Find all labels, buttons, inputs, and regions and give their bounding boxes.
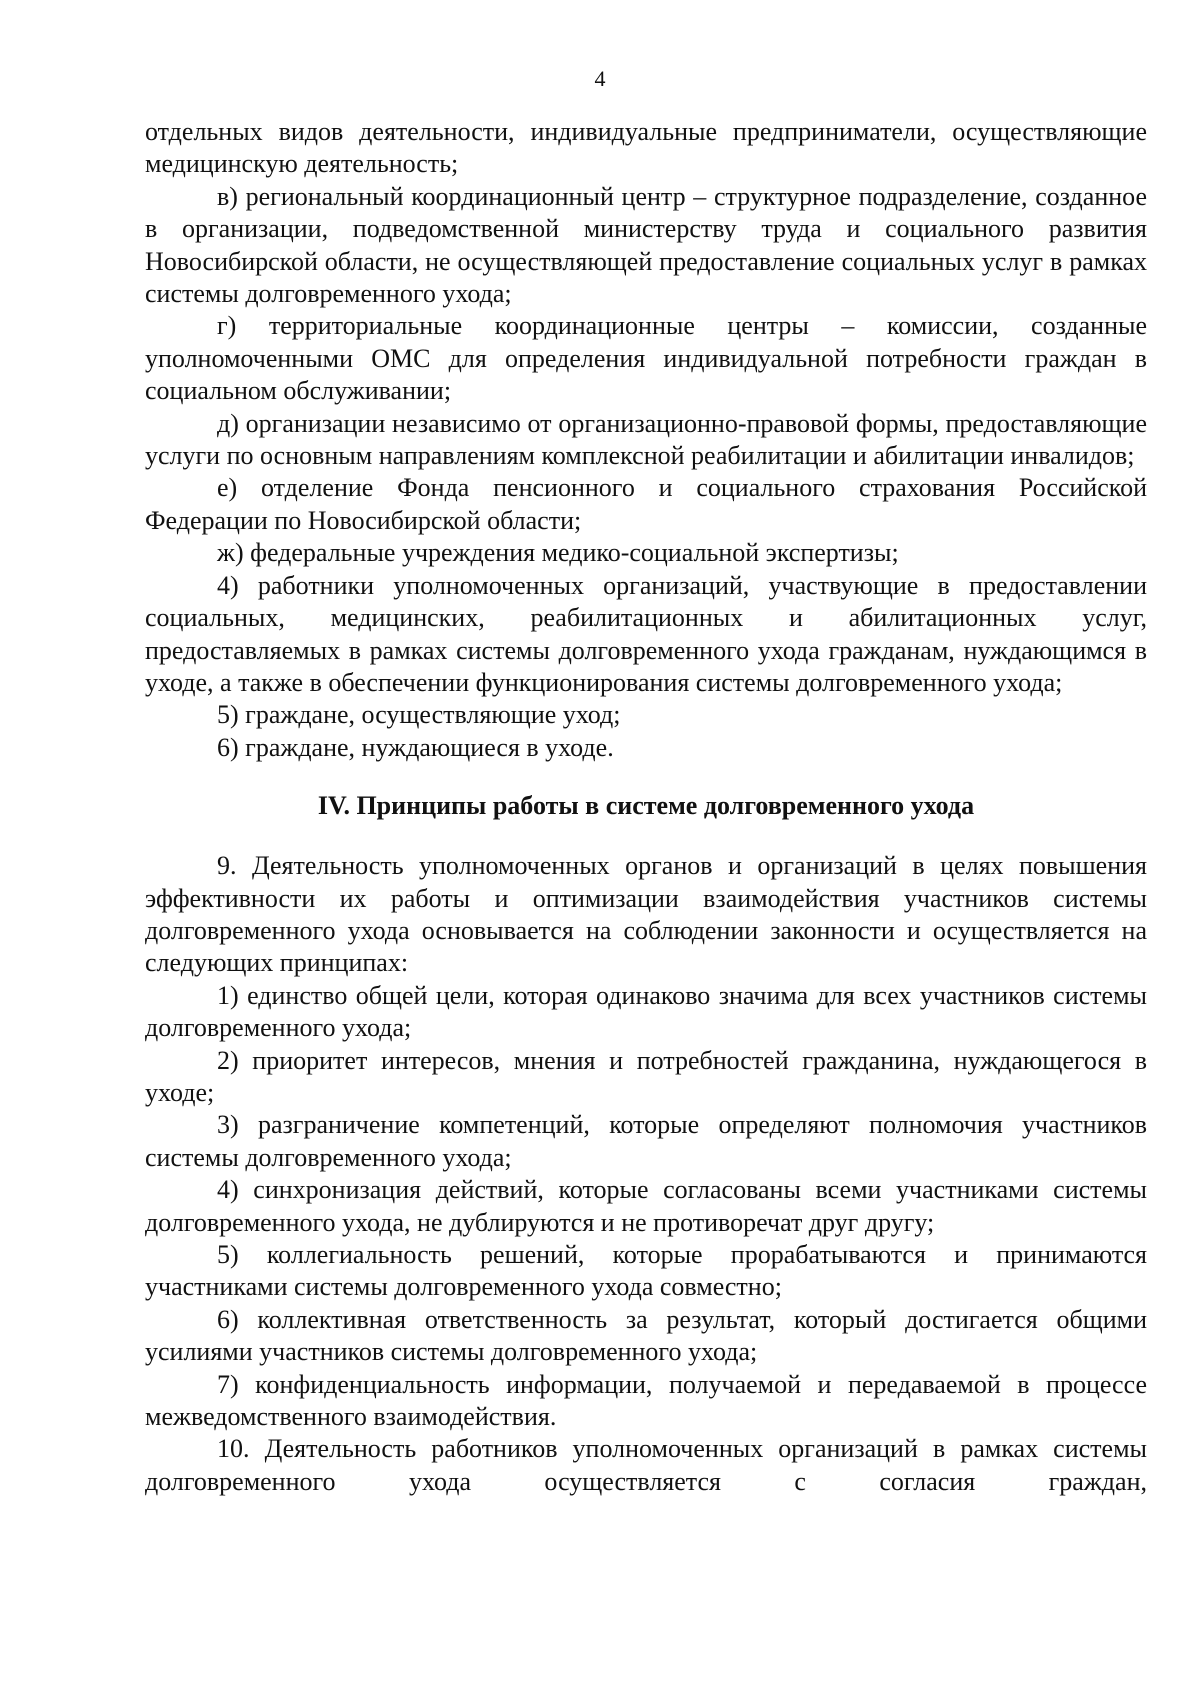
list-item-zh: ж) федеральные учреждения медико-социальной экспертизы; <box>217 538 899 568</box>
list-item-4: 4) работники уполномоченных организаций, участвующие в предоставлении социальных, медицинских, реабилитационных и абилитационных услуг, предоставляемых в рамках системы долговременного ухода гражданам, нуждающимся в уходе, а также в обеспечении функционирования системы долговременного ухода; <box>145 570 1147 697</box>
principle-4: 4) синхронизация действий, которые согласованы всеми участниками системы долговременного ухода, не дублируются и не противоречат друг другу; <box>145 1175 1147 1237</box>
list-item-d: д) организации независимо от организационно-правовой формы, предоставляющие услуги по основным направлениям комплексной реабилитации и абилитации инвалидов; <box>145 408 1147 471</box>
document-body <box>145 116 1147 1498</box>
list-item-e: е) отделение Фонда пенсионного и социального страхования Российской Федерации по Новосибирской области; <box>145 473 1147 535</box>
principle-3: 3) разграничение компетенций, которые определяют полномочия участников системы долговременного ухода; <box>145 1110 1147 1172</box>
paragraph-10: 10. Деятельность работников уполномоченных организаций в рамках системы долговременного ухода осуществляется с согласия граждан, <box>145 1434 1147 1496</box>
list-item-6: 6) граждане, нуждающиеся в уходе. <box>217 732 614 762</box>
list-item-g: г) территориальные координационные центры – комиссии, созданные уполномоченными ОМС для определения индивидуальной потребности граждан в социальном обслуживании; <box>145 311 1147 406</box>
principle-5: 5) коллегиальность решений, которые прорабатываются и принимаются участниками системы долговременного ухода совместно; <box>145 1240 1147 1302</box>
principle-6: 6) коллективная ответственность за результат, который достигается общими усилиями участников системы долговременного ухода; <box>145 1304 1147 1367</box>
page-number: 4 <box>594 66 606 91</box>
principle-7: 7) конфиденциальность информации, получаемой и передаваемой в процессе межведомственного взаимодействия. <box>145 1369 1147 1432</box>
paragraph-9: 9. Деятельность уполномоченных органов и организаций в целях повышения эффективности их работы и оптимизации взаимодействия участников системы долговременного ухода основывается на соблюдении законности и осуществляется на следующих принципах: <box>145 851 1147 978</box>
paragraph-continuation: отдельных видов деятельности, индивидуальные предприниматели, осуществляющие медицинскую деятельность; <box>145 117 1147 179</box>
principle-2: 2) приоритет интересов, мнения и потребностей гражданина, нуждающегося в уходе; <box>145 1045 1147 1107</box>
list-item-v: в) региональный координационный центр – структурное подразделение, созданное в организации, подведомственной министерству труда и социального развития Новосибирской области, не осуществляющей предоставление социальных услуг в рамках системы долговременного ухода; <box>145 181 1147 309</box>
list-item-5: 5) граждане, осуществляющие уход; <box>217 700 621 730</box>
section-heading: IV. Принципы работы в системе долговременного ухода <box>317 791 975 821</box>
principle-1: 1) единство общей цели, которая одинаково значима для всех участников системы долговременного ухода; <box>145 980 1147 1043</box>
